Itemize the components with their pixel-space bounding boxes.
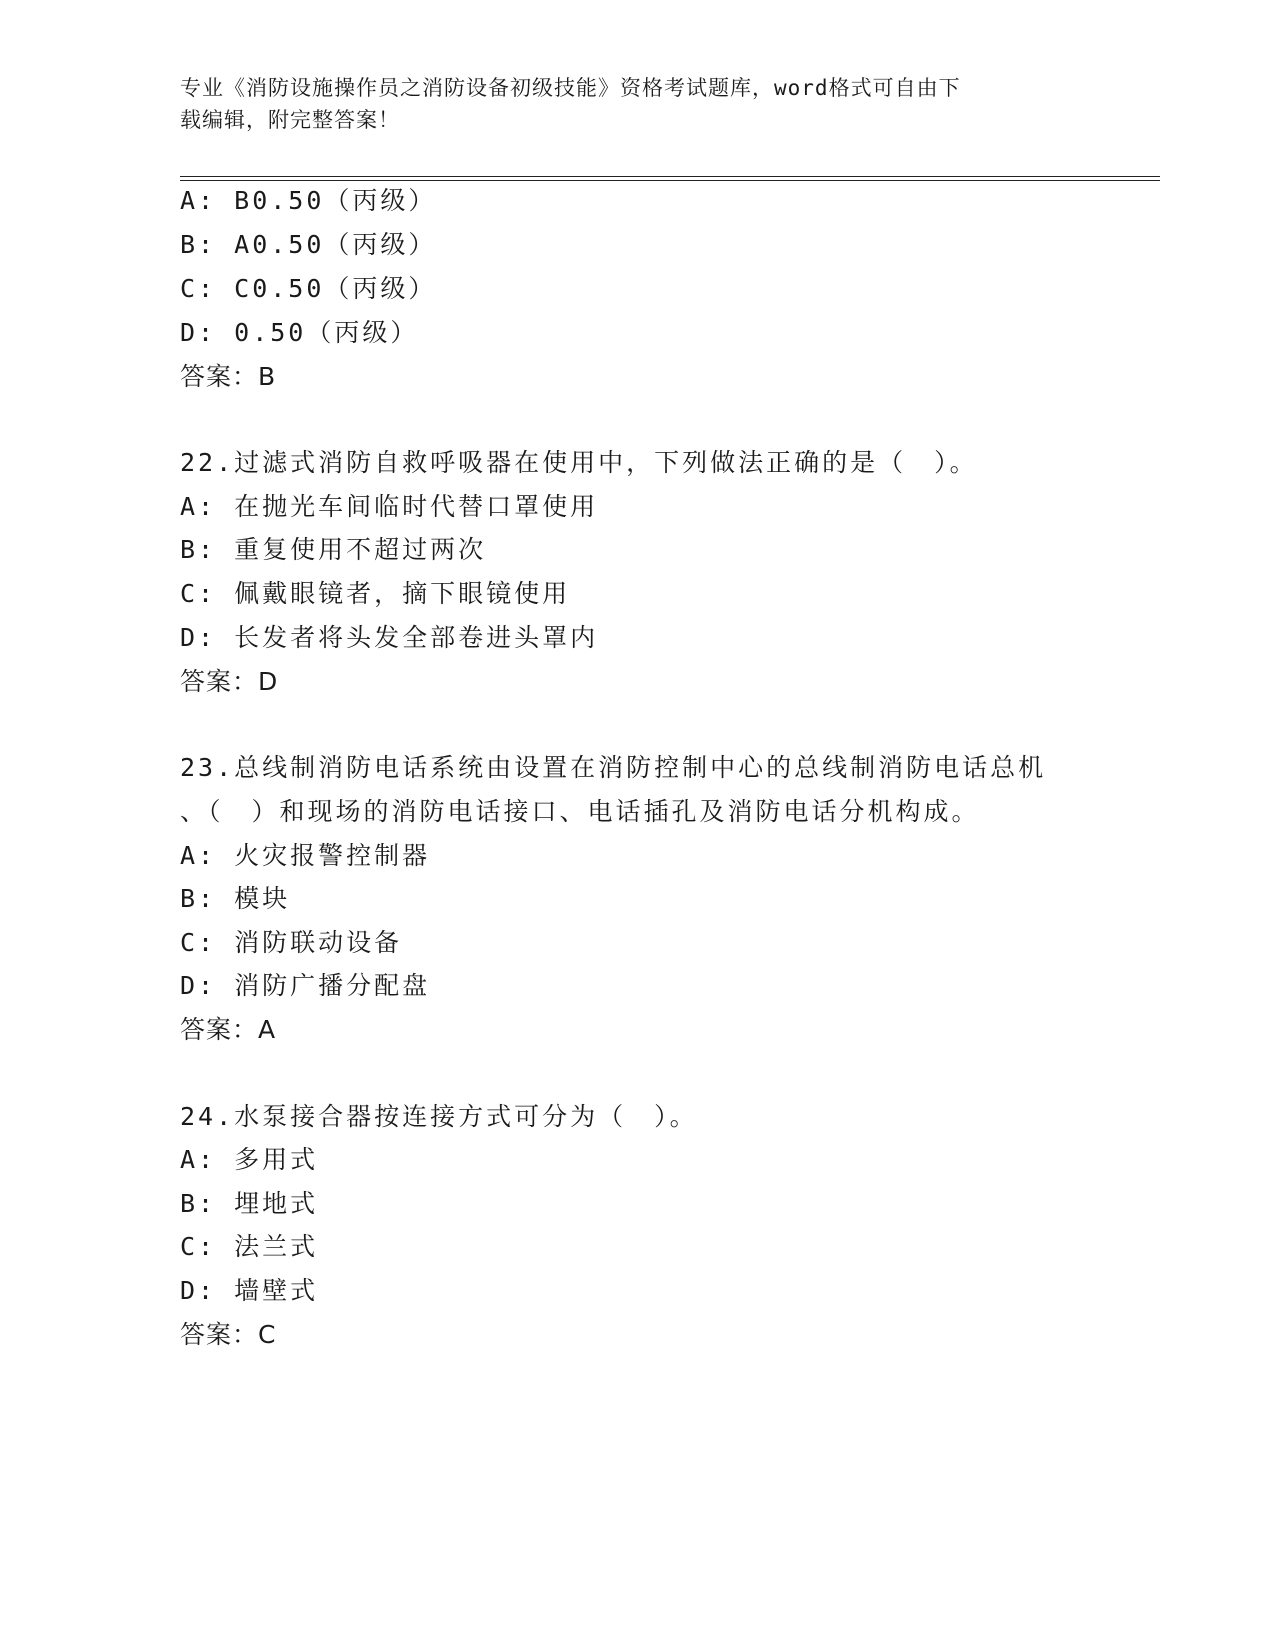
q21-option-a: A: B0.50（丙级） — [180, 186, 437, 215]
q22-option-b: B: 重复使用不超过两次 — [180, 535, 487, 564]
q22-question: 22.过滤式消防自救呼吸器在使用中，下列做法正确的是（ ）。 — [180, 448, 978, 477]
header-divider — [180, 176, 1160, 181]
q23-option-a: A: 火灾报警控制器 — [180, 841, 431, 870]
q22-option-c: C: 佩戴眼镜者，摘下眼镜使用 — [180, 579, 571, 608]
q23-option-c: C: 消防联动设备 — [180, 928, 403, 957]
q23-option-b: B: 模块 — [180, 884, 291, 913]
q22-option-a: A: 在抛光车间临时代替口罩使用 — [180, 492, 599, 521]
q24-answer: 答案：C — [180, 1320, 277, 1349]
q24-option-b: B: 埋地式 — [180, 1189, 319, 1218]
q21-option-b: B: A0.50（丙级） — [180, 230, 437, 259]
document-header — [180, 72, 1060, 136]
q22-answer: 答案：D — [180, 667, 279, 696]
header-line-2: 载编辑，附完整答案！ — [180, 108, 400, 132]
q24-question: 24.水泵接合器按连接方式可分为（ ）。 — [180, 1102, 698, 1131]
q23-option-d: D: 消防广播分配盘 — [180, 971, 431, 1000]
q23-question-line-2: 、（ ）和现场的消防电话接口、电话插孔及消防电话分机构成。 — [180, 797, 980, 826]
q24-option-a: A: 多用式 — [180, 1145, 319, 1174]
q22-option-d: D: 长发者将头发全部卷进头罩内 — [180, 623, 599, 652]
q24-option-c: C: 法兰式 — [180, 1232, 319, 1261]
header-line-1: 专业《消防设施操作员之消防设备初级技能》资格考试题库，word格式可自由下 — [180, 76, 961, 100]
q21-option-c: C: C0.50（丙级） — [180, 274, 437, 303]
q21-answer: 答案：B — [180, 362, 277, 391]
q23-question-line-1: 23.总线制消防电话系统由设置在消防控制中心的总线制消防电话总机 — [180, 753, 1047, 782]
q24-option-d: D: 墙壁式 — [180, 1276, 319, 1305]
q21-option-d: D: 0.50（丙级） — [180, 318, 419, 347]
q23-answer: 答案：A — [180, 1015, 277, 1044]
